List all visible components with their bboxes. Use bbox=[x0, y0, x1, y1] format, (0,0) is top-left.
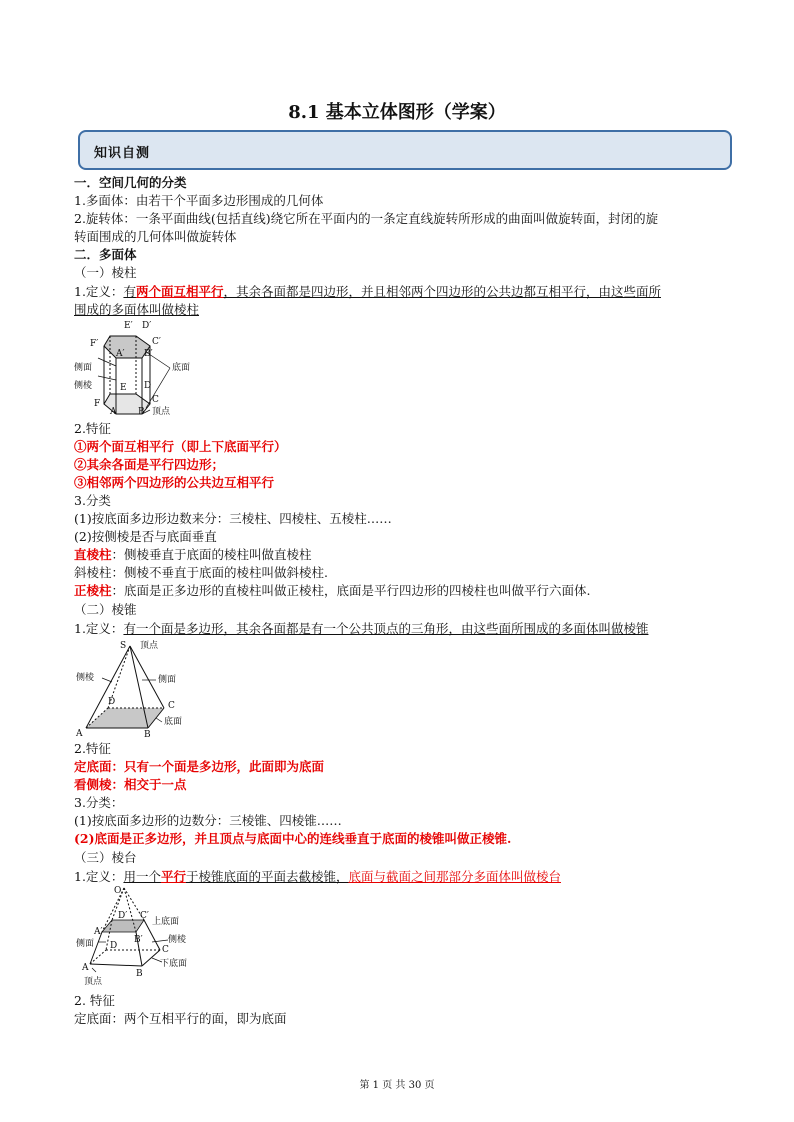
prism-label-e-prime: E′ bbox=[124, 321, 133, 331]
frustum-definition: 1.定义：用一个平行于棱锥底面的平面去截棱锥，底面与截面之间那部分多面体叫做棱台 bbox=[74, 869, 561, 884]
frustum-label-vertex: 顶点 bbox=[84, 977, 103, 987]
frustum-label-b-prime: B′ bbox=[134, 935, 143, 945]
prism-label-lateral-face: 侧面 bbox=[74, 363, 93, 373]
frustum-label-c-prime: C′ bbox=[140, 911, 149, 921]
pyramid-label-d: D bbox=[108, 697, 116, 707]
frustum-label-d-prime: D′ bbox=[118, 911, 128, 921]
prism-label-d-prime: D′ bbox=[142, 321, 152, 331]
prism-class-by-edges: (1)按底面多边形边数来分：三棱柱、四棱柱、五棱柱…… bbox=[74, 511, 392, 526]
pyramid-feature-1: 定底面：只有一个面是多边形，此面即为底面 bbox=[74, 759, 325, 774]
pyramid-label-lateral-face: 侧面 bbox=[158, 675, 177, 685]
prism-features-heading: 2.特征 bbox=[74, 421, 111, 436]
prism-feature-1: ①两个面互相平行（即上下底面平行） bbox=[74, 439, 287, 454]
frustum-label-lateral-edge: 侧棱 bbox=[168, 935, 187, 945]
prism-label-f: F bbox=[94, 399, 101, 409]
pyramid-classification-heading: 3.分类： bbox=[74, 795, 124, 810]
prism-label-e: E bbox=[120, 383, 127, 393]
pyramid-label-c: C bbox=[168, 701, 175, 711]
page-footer: 第 1 页 共 30 页 bbox=[359, 1080, 435, 1091]
prism-label-base: 底面 bbox=[172, 363, 191, 373]
solid-of-revolution-def-cont: 转面围成的几何体叫做旋转体 bbox=[74, 229, 237, 244]
pyramid-feature-2: 看侧棱：相交于一点 bbox=[74, 777, 187, 792]
frustum-label-a: A bbox=[82, 963, 89, 973]
pyramid-label-s: S bbox=[120, 641, 127, 651]
frustum-label-top-base: 上底面 bbox=[152, 917, 180, 927]
pyramid-definition: 1.定义：有一个面是多边形，其余各面都是有一个公共顶点的三角形，由这些面所围成的多面体叫做棱锥 bbox=[74, 621, 649, 636]
prism-label-f-prime: F′ bbox=[90, 339, 99, 349]
regular-prism-def: 正棱柱：底面是正多边形的直棱柱叫做正棱柱，底面是平行四边形的四棱柱也叫做平行六面体. bbox=[74, 583, 591, 598]
pyramid-label-base: 底面 bbox=[164, 717, 183, 727]
right-prism-def: 直棱柱：侧棱垂直于底面的棱柱叫做直棱柱 bbox=[74, 547, 312, 562]
prism-label-b: B bbox=[138, 407, 145, 417]
prism-label-b-prime: B′ bbox=[144, 349, 153, 359]
prism-subheading: （一）棱柱 bbox=[74, 265, 137, 280]
frustum-features-heading: 2. 特征 bbox=[74, 993, 115, 1008]
oblique-prism-def: 斜棱柱：侧棱不垂直于底面的棱柱叫做斜棱柱. bbox=[74, 565, 328, 580]
pyramid-label-lateral-edge: 侧棱 bbox=[76, 673, 95, 683]
frustum-figure bbox=[72, 884, 192, 988]
prism-classification-heading: 3.分类 bbox=[74, 493, 111, 508]
pyramid-figure bbox=[72, 638, 192, 738]
pyramid-label-vertex: 顶点 bbox=[140, 641, 159, 651]
frustum-label-b: B bbox=[136, 969, 143, 979]
regular-pyramid-def: (2)底面是正多边形，并且顶点与底面中心的连线垂直于底面的棱锥叫做正棱锥. bbox=[74, 831, 512, 846]
prism-label-a: A bbox=[110, 407, 117, 417]
frustum-subheading: （三）棱台 bbox=[74, 850, 137, 865]
frustum-feature-1: 定底面：两个互相平行的面，即为底面 bbox=[74, 1011, 287, 1026]
prism-class-by-perpendicular: (2)按侧棱是否与底面垂直 bbox=[74, 529, 217, 544]
frustum-label-c: C bbox=[162, 945, 169, 955]
polyhedron-def: 1.多面体：由若干个平面多边形围成的几何体 bbox=[74, 193, 324, 208]
prism-label-d: D bbox=[144, 381, 152, 391]
prism-feature-2: ②其余各面是平行四边形； bbox=[74, 457, 225, 472]
pyramid-class-by-edges: (1)按底面多边形的边数分：三棱锥、四棱锥…… bbox=[74, 813, 342, 828]
frustum-label-o: O bbox=[114, 886, 122, 896]
banner-label: 知识自测 bbox=[94, 146, 151, 161]
section-banner bbox=[78, 130, 732, 170]
frustum-label-d: D bbox=[110, 941, 118, 951]
pyramid-label-a: A bbox=[76, 729, 83, 738]
prism-feature-3: ③相邻两个四边形的公共边互相平行 bbox=[74, 475, 275, 490]
prism-definition: 1.定义：有两个面互相平行，其余各面都是四边形，并且相邻两个四边形的公共边都互相平行，由这些面所 bbox=[74, 284, 661, 299]
pyramid-features-heading: 2.特征 bbox=[74, 741, 111, 756]
frustum-label-lateral-face: 侧面 bbox=[76, 939, 95, 949]
prism-label-c: C bbox=[152, 395, 159, 405]
page-title: 8.1 基本立体图形（学案） bbox=[288, 102, 506, 123]
prism-label-a-prime: A′ bbox=[116, 349, 125, 359]
heading-space-geometry: 一．空间几何的分类 bbox=[74, 175, 187, 190]
prism-label-vertex: 顶点 bbox=[152, 407, 171, 417]
prism-label-c-prime: C′ bbox=[152, 337, 161, 347]
pyramid-subheading: （二）棱锥 bbox=[74, 602, 137, 617]
solid-of-revolution-def: 2.旋转体：一条平面曲线(包括直线)绕它所在平面内的一条定直线旋转所形成的曲面叫做旋转面，封闭的旋 bbox=[74, 211, 659, 226]
heading-polyhedron: 二．多面体 bbox=[74, 247, 137, 262]
frustum-label-bottom-base: 下底面 bbox=[160, 959, 188, 969]
prism-label-lateral-edge: 侧棱 bbox=[74, 381, 93, 391]
prism-definition-cont: 围成的多面体叫做棱柱 bbox=[74, 302, 200, 317]
hexagonal-prism-figure bbox=[72, 318, 192, 418]
frustum-label-a-prime: A′ bbox=[94, 927, 103, 937]
pyramid-label-b: B bbox=[144, 730, 151, 738]
